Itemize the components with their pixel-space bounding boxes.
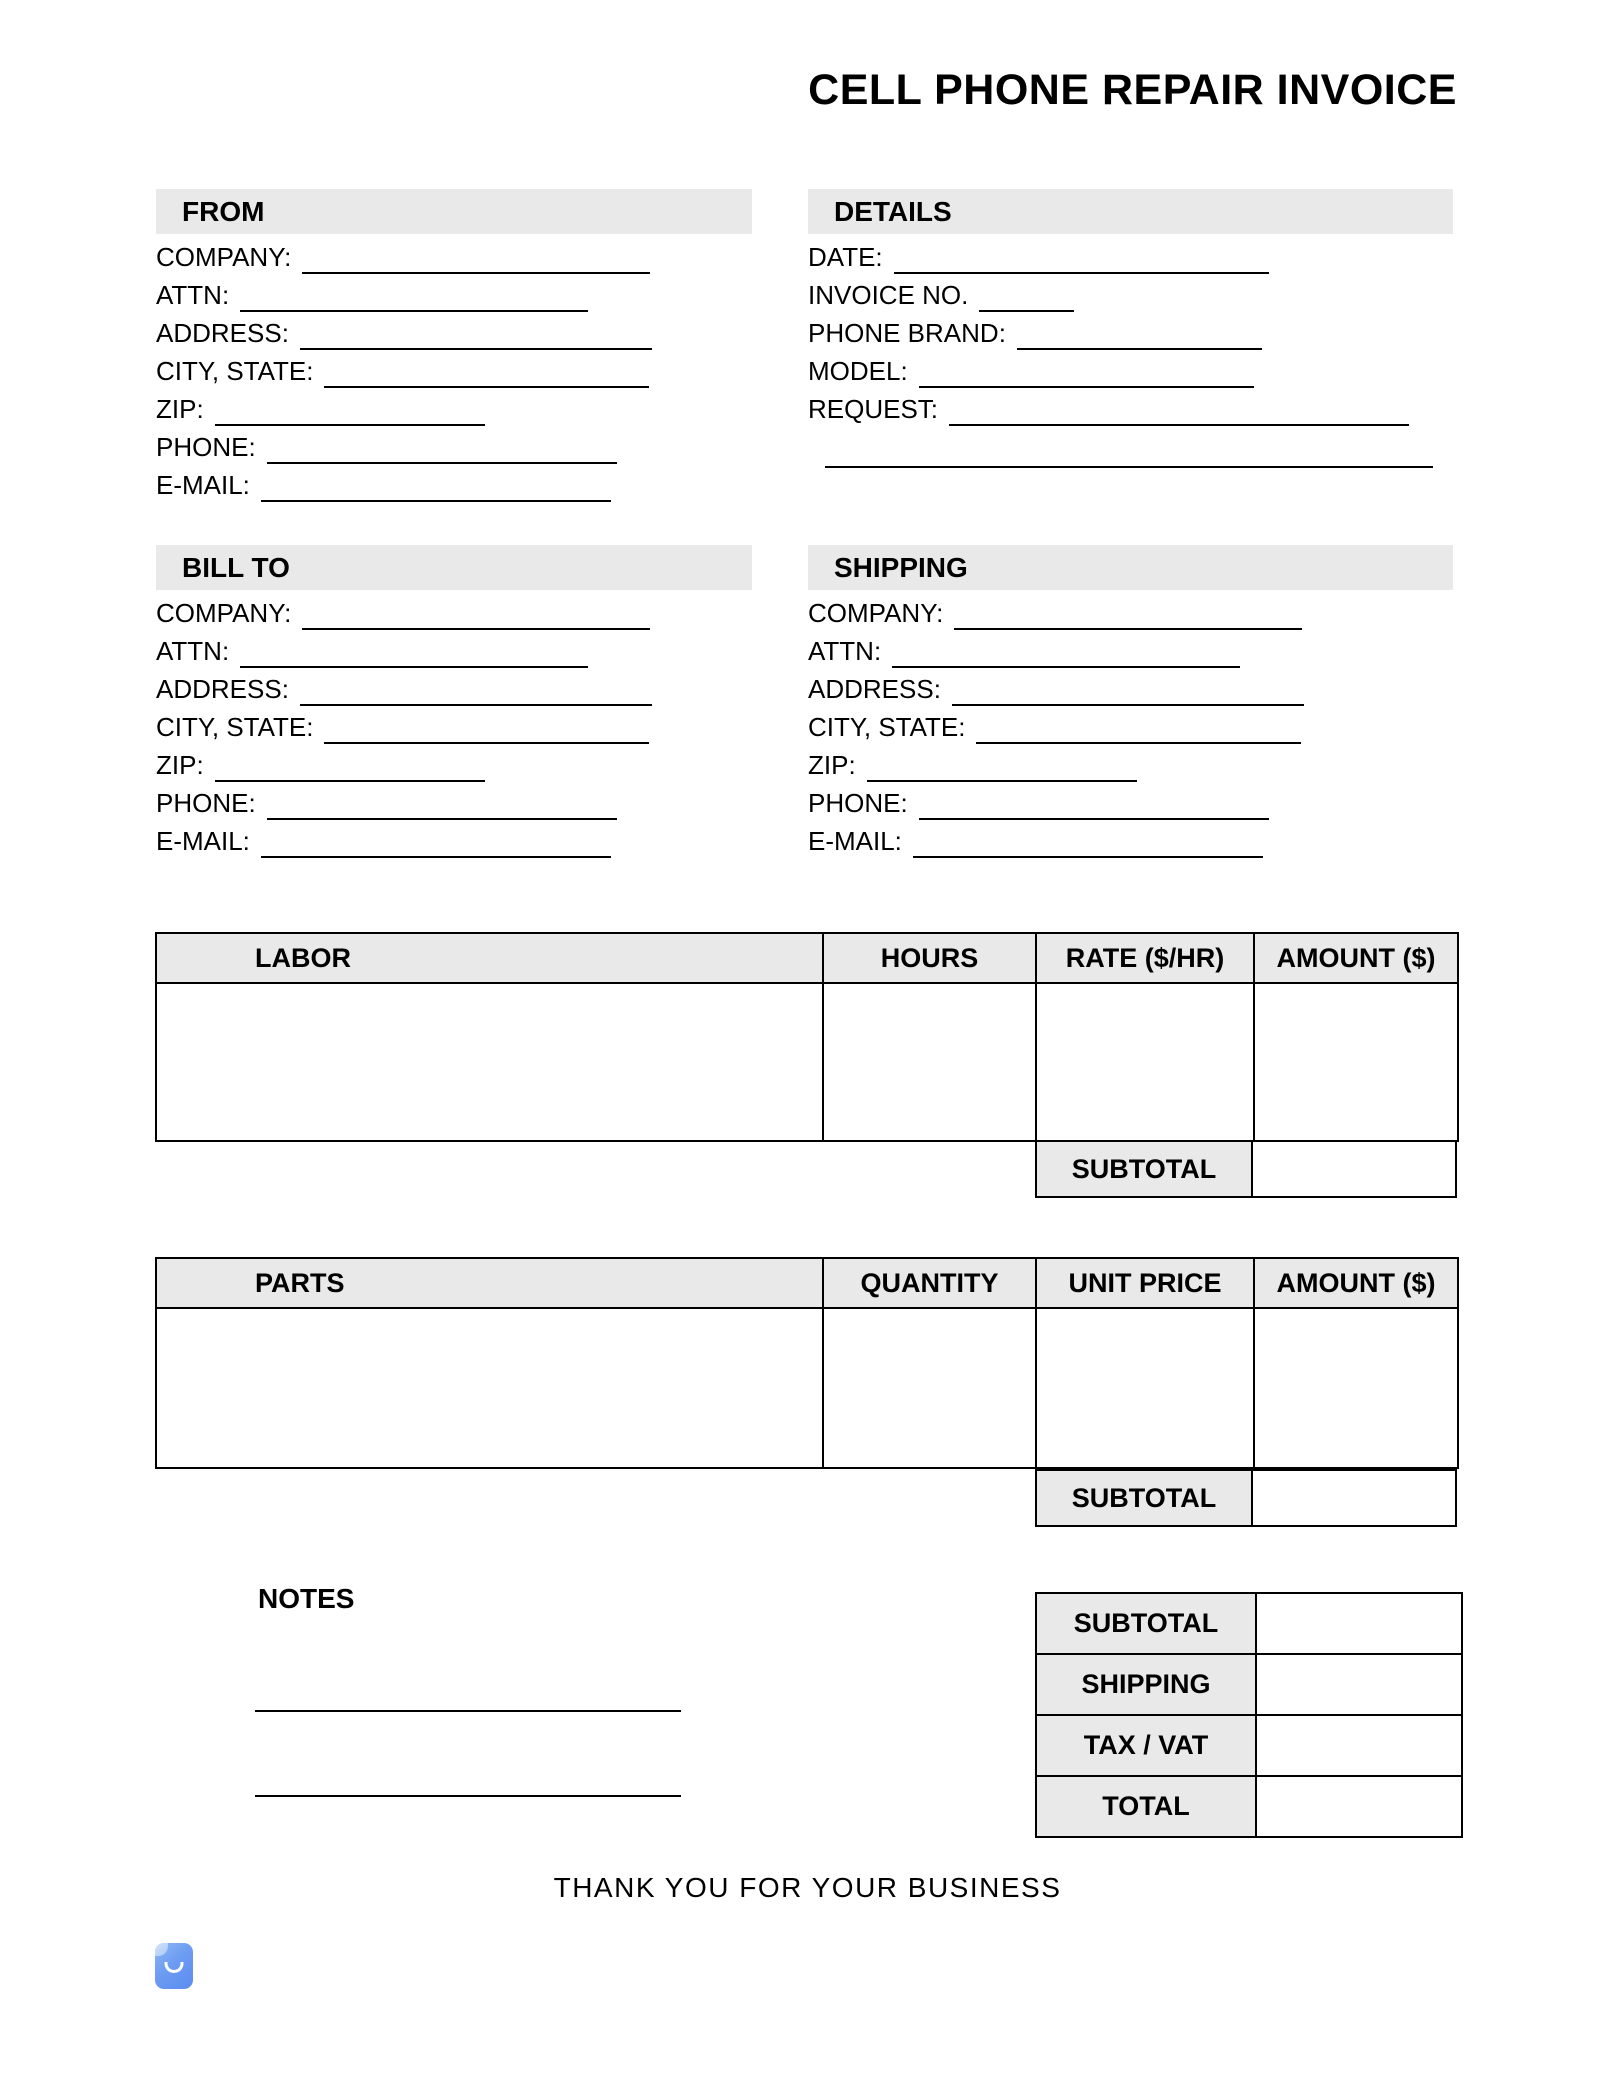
bill-to-attn-row: ATTN:: [156, 630, 752, 668]
from-zip-line: [215, 394, 485, 426]
from-address-row: ADDRESS:: [156, 312, 752, 350]
labor-col-labor: LABOR: [156, 933, 823, 983]
section-bill-to: [156, 545, 752, 858]
bill-to-email-line: [261, 826, 611, 858]
smile-icon: [165, 1962, 184, 1973]
shipping-zip-row: ZIP:: [808, 744, 1453, 782]
labor-col-amount: AMOUNT ($): [1254, 933, 1458, 983]
details-invoice-no-row: INVOICE NO.: [808, 274, 1453, 312]
from-address-line: [300, 318, 652, 350]
bill-to-company-line: [302, 598, 650, 630]
labor-subtotal-label: SUBTOTAL: [1035, 1140, 1253, 1198]
bill-to-phone-line: [267, 788, 617, 820]
from-company-row: COMPANY:: [156, 236, 752, 274]
footer-message: THANK YOU FOR YOUR BUSINESS: [553, 1872, 1062, 1903]
totals-tax-vat-row: [1036, 1715, 1462, 1776]
from-attn-line: [240, 280, 588, 312]
shipping-attn-row: ATTN:: [808, 630, 1453, 668]
section-shipping-header: [808, 545, 1453, 590]
parts-table: [155, 1257, 1459, 1469]
from-phone-line: [267, 432, 617, 464]
parts-cell-amount: [1254, 1308, 1458, 1468]
section-details-header: [808, 189, 1453, 234]
shipping-zip-line: [867, 750, 1137, 782]
section-details-title: DETAILS: [834, 196, 952, 227]
parts-col-unit-price: UNIT PRICE: [1036, 1258, 1254, 1308]
totals-total-value: [1256, 1776, 1462, 1837]
totals-subtotal-value: [1256, 1593, 1462, 1654]
labor-cell-amount: [1254, 983, 1458, 1141]
labor-cell-hours: [823, 983, 1036, 1141]
shipping-company-line: [954, 598, 1302, 630]
totals-shipping-row: [1036, 1654, 1462, 1715]
parts-col-amount: AMOUNT ($): [1254, 1258, 1458, 1308]
bill-to-zip-row: ZIP:: [156, 744, 752, 782]
section-from: [156, 189, 752, 502]
details-date-row: DATE:: [808, 236, 1453, 274]
details-model-line: [919, 356, 1254, 388]
section-shipping-title: SHIPPING: [834, 552, 968, 583]
from-zip-row: ZIP:: [156, 388, 752, 426]
labor-body-row: [156, 983, 1458, 1141]
shipping-city-state-line: [976, 712, 1301, 744]
bill-to-email-row: E-MAIL:: [156, 820, 752, 858]
parts-col-quantity: QUANTITY: [823, 1258, 1036, 1308]
totals-total-row: [1036, 1776, 1462, 1837]
totals-subtotal-label: SUBTOTAL: [1036, 1593, 1256, 1654]
shipping-address-row: ADDRESS:: [808, 668, 1453, 706]
totals-shipping-value: [1256, 1654, 1462, 1715]
totals-shipping-label: SHIPPING: [1036, 1654, 1256, 1715]
shipping-city-state-row: CITY, STATE:: [808, 706, 1453, 744]
details-request-extra-line: [825, 436, 1433, 468]
details-request-line: [949, 394, 1409, 426]
section-shipping: [808, 545, 1453, 858]
shipping-email-row: E-MAIL:: [808, 820, 1453, 858]
bill-to-address-row: ADDRESS:: [156, 668, 752, 706]
shipping-address-line: [952, 674, 1304, 706]
shipping-company-row: COMPANY:: [808, 592, 1453, 630]
parts-cell-unit-price: [1036, 1308, 1254, 1468]
page-title: CELL PHONE REPAIR INVOICE: [808, 66, 1457, 114]
details-date-line: [894, 242, 1269, 274]
notes-line-1: [255, 1710, 681, 1712]
section-details-fields: [808, 236, 1453, 468]
parts-subtotal-label: SUBTOTAL: [1035, 1469, 1253, 1527]
section-from-header: [156, 189, 752, 234]
parts-cell-description: [156, 1308, 823, 1468]
parts-col-parts: PARTS: [156, 1258, 823, 1308]
parts-subtotal-row: [1035, 1469, 1457, 1527]
parts-subtotal-value: [1253, 1469, 1457, 1527]
section-details: [808, 189, 1453, 468]
details-request-row: REQUEST:: [808, 388, 1453, 426]
labor-subtotal-value: [1253, 1140, 1457, 1198]
bill-to-city-state-row: CITY, STATE:: [156, 706, 752, 744]
shipping-phone-row: PHONE:: [808, 782, 1453, 820]
section-bill-to-header: [156, 545, 752, 590]
from-phone-row: PHONE:: [156, 426, 752, 464]
totals-subtotal-row: [1036, 1593, 1462, 1654]
details-phone-brand-row: PHONE BRAND:: [808, 312, 1453, 350]
details-phone-brand-line: [1017, 318, 1262, 350]
totals-total-label: TOTAL: [1036, 1776, 1256, 1837]
section-bill-to-title: BILL TO: [182, 552, 290, 583]
labor-cell-description: [156, 983, 823, 1141]
bill-to-zip-line: [215, 750, 485, 782]
labor-header-row: [156, 933, 1458, 983]
parts-body-row: [156, 1308, 1458, 1468]
bill-to-attn-line: [240, 636, 588, 668]
details-invoice-no-line: [979, 280, 1074, 312]
labor-table: [155, 932, 1459, 1142]
labor-cell-rate: [1036, 983, 1254, 1141]
details-request-extra-row: [808, 426, 1453, 468]
bill-to-phone-row: PHONE:: [156, 782, 752, 820]
bill-to-company-row: COMPANY:: [156, 592, 752, 630]
from-company-line: [302, 242, 650, 274]
section-bill-to-fields: [156, 592, 752, 858]
totals-tax-vat-label: TAX / VAT: [1036, 1715, 1256, 1776]
details-model-row: MODEL:: [808, 350, 1453, 388]
labor-col-rate: RATE ($/HR): [1036, 933, 1254, 983]
shipping-attn-line: [892, 636, 1240, 668]
from-city-state-line: [324, 356, 649, 388]
parts-cell-quantity: [823, 1308, 1036, 1468]
labor-col-hours: HOURS: [823, 933, 1036, 983]
from-email-row: E-MAIL:: [156, 464, 752, 502]
parts-header-row: [156, 1258, 1458, 1308]
labor-subtotal-row: [1035, 1140, 1457, 1198]
totals-table: [1035, 1592, 1463, 1838]
from-email-line: [261, 470, 611, 502]
shipping-email-line: [913, 826, 1263, 858]
from-city-state-row: CITY, STATE:: [156, 350, 752, 388]
notes-label: NOTES: [258, 1583, 355, 1614]
bill-to-city-state-line: [324, 712, 649, 744]
from-attn-row: ATTN:: [156, 274, 752, 312]
totals-tax-vat-value: [1256, 1715, 1462, 1776]
shipping-phone-line: [919, 788, 1269, 820]
section-from-title: FROM: [182, 196, 265, 227]
notes-line-2: [255, 1795, 681, 1797]
section-shipping-fields: [808, 592, 1453, 858]
section-from-fields: [156, 236, 752, 502]
document-smile-logo: [155, 1943, 193, 1989]
bill-to-address-line: [300, 674, 652, 706]
